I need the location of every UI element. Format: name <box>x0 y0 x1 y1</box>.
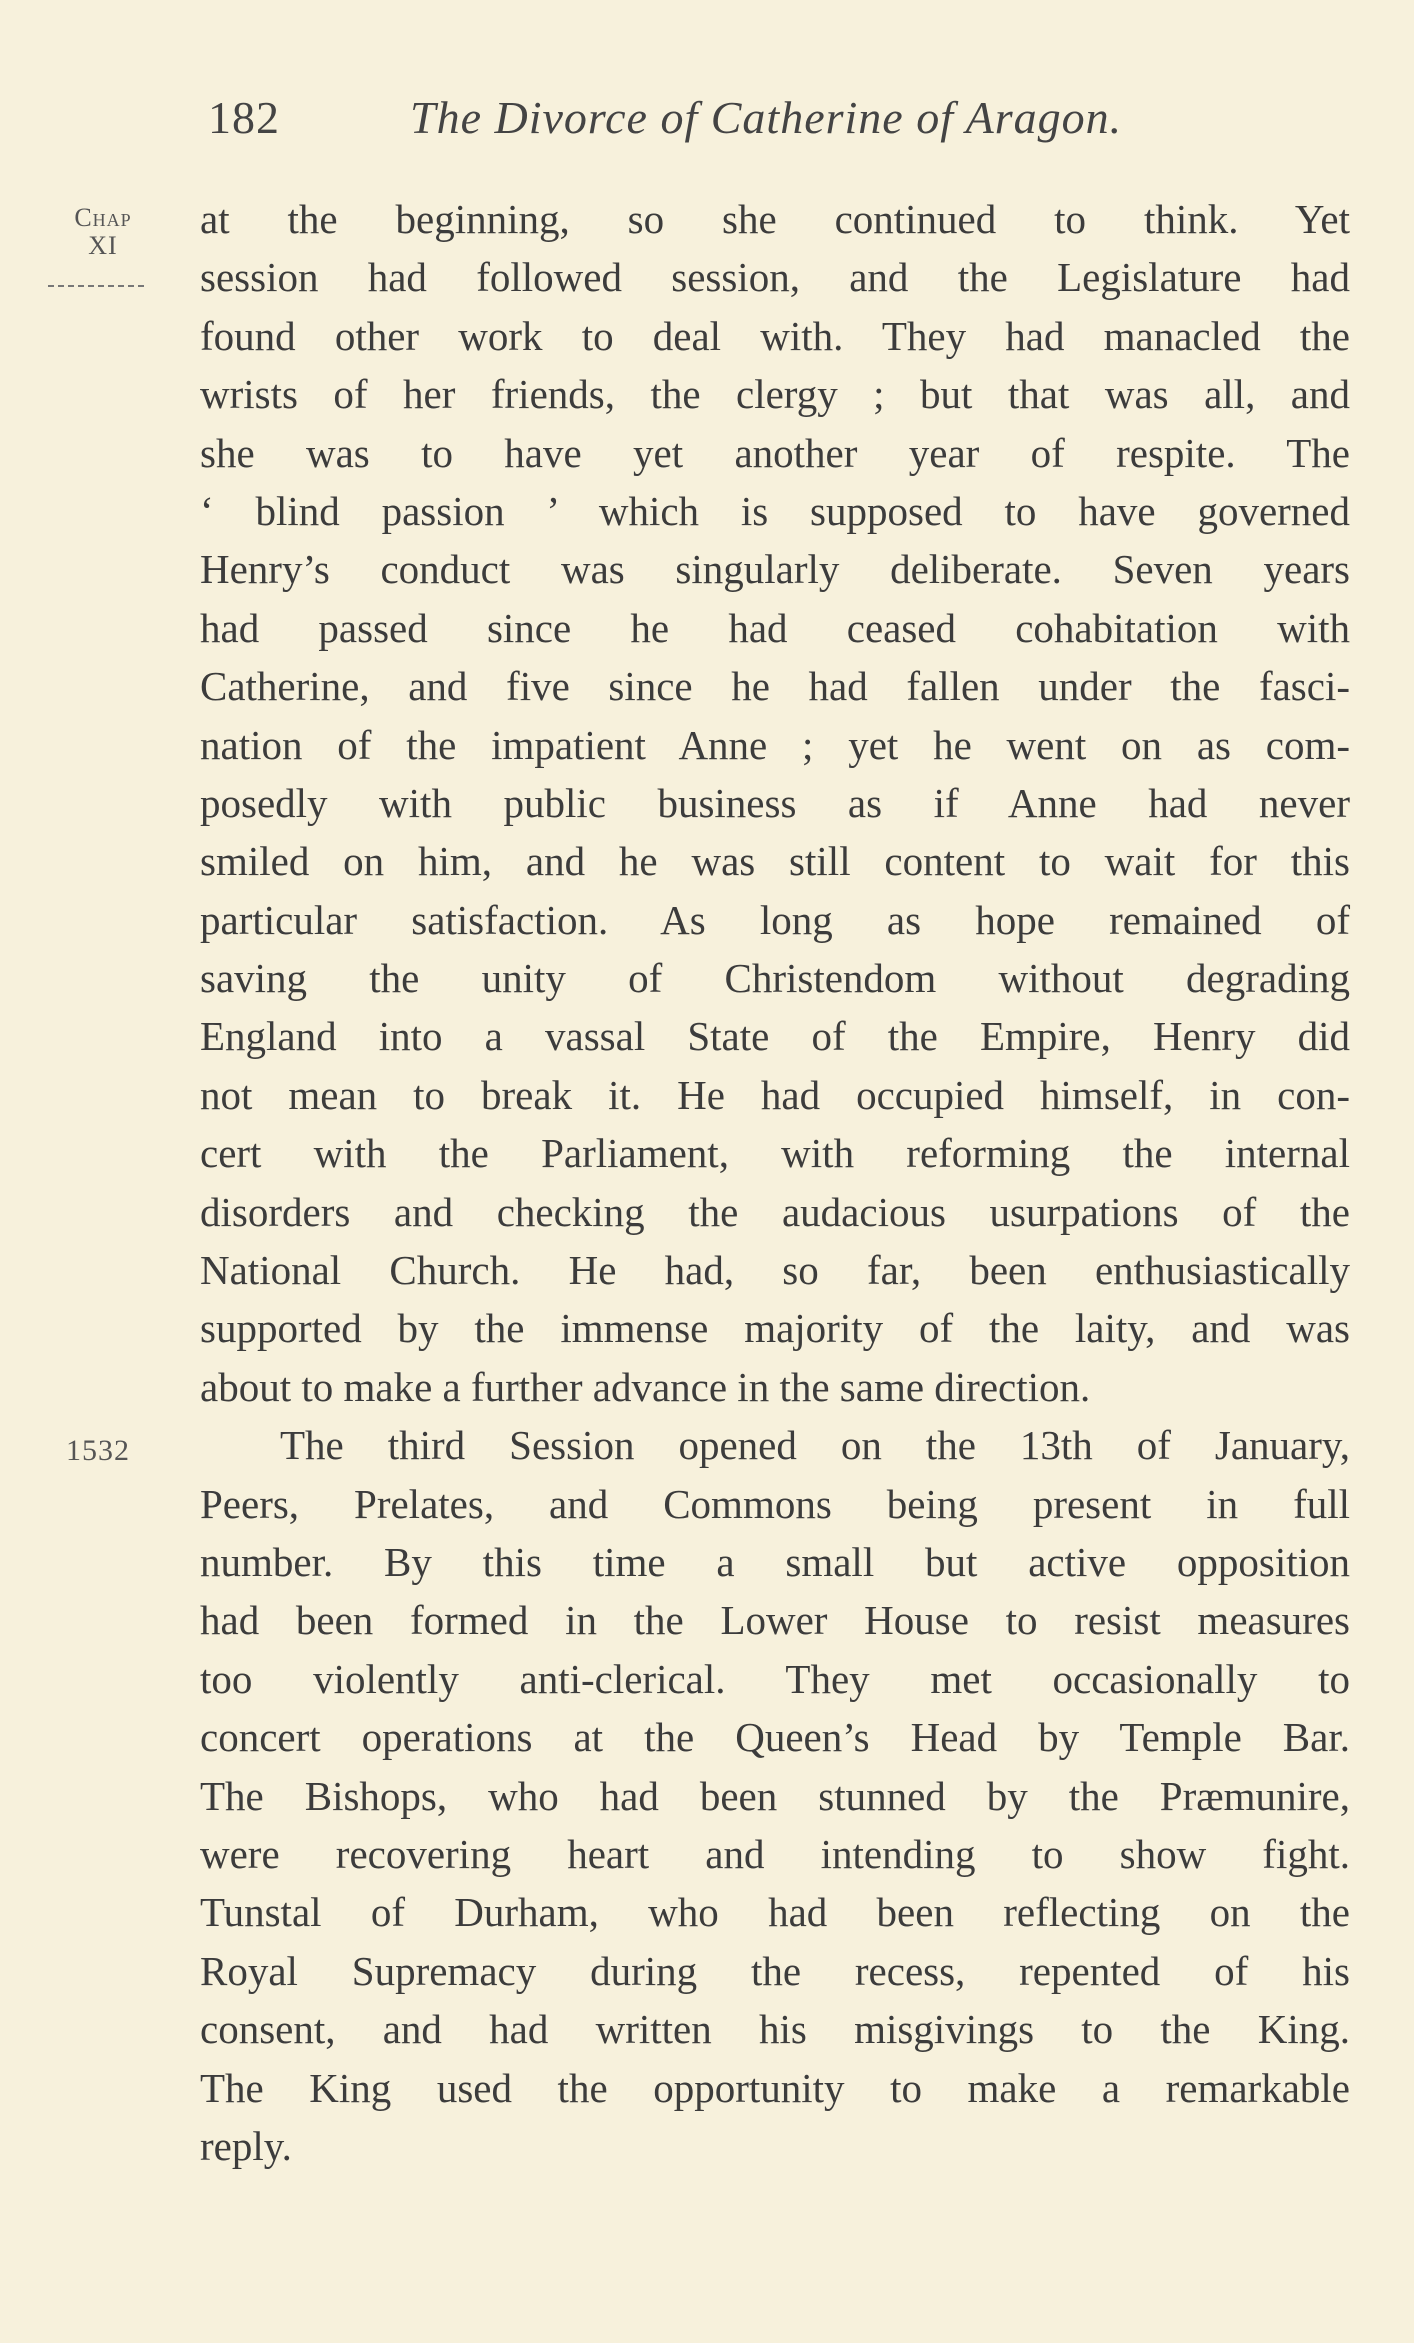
text-line: The Bishops, who had been stunned by the Præmunire, <box>200 1772 1350 1819</box>
text-line: session had followed session, and the Legislature had <box>200 254 1350 301</box>
page-number: 182 <box>208 92 280 143</box>
text-line: National Church. He had, so far, been enthusiastically <box>200 1247 1350 1294</box>
running-header <box>208 88 1178 148</box>
chapter-label: Chap <box>74 203 132 232</box>
running-title: The Divorce of Catherine of Aragon. <box>410 92 1123 143</box>
text-line: wrists of her friends, the clergy ; but that was all, and <box>200 371 1350 418</box>
text-line: Tunstal of Durham, who had been reflecting on the <box>200 1889 1350 1936</box>
text-line: nation of the impatient Anne ; yet he went on as com- <box>200 721 1350 768</box>
body-text <box>200 190 1350 2175</box>
text-line: about to make a further advance in the same direction. <box>200 1363 1091 1410</box>
year-margin-note: 1532 <box>66 1434 130 1467</box>
text-line: smiled on him, and he was still content to wait for this <box>200 838 1350 885</box>
text-line: reply. <box>200 2122 292 2169</box>
text-line: Henry’s conduct was singularly deliberate. Seven years <box>200 546 1350 593</box>
text-line: number. By this time a small but active opposition <box>200 1538 1350 1585</box>
text-line: had been formed in the Lower House to resist measures <box>200 1597 1350 1644</box>
text-line: she was to have yet another year of respite. The <box>200 429 1350 476</box>
text-line: had passed since he had ceased cohabitation with <box>200 604 1350 651</box>
text-line: disorders and checking the audacious usurpations of the <box>200 1188 1350 1235</box>
text-line: at the beginning, so she continued to think. Yet <box>200 196 1350 242</box>
text-line: cert with the Parliament, with reforming the internal <box>200 1130 1350 1177</box>
text-line: found other work to deal with. They had manacled the <box>200 312 1350 359</box>
text-line: consent, and had written his misgivings to the King. <box>200 2006 1350 2053</box>
chapter-rule <box>48 285 144 287</box>
text-line: particular satisfaction. As long as hope remained of <box>200 896 1350 943</box>
text-line: too violently anti-clerical. They met occasionally to <box>200 1655 1350 1702</box>
chapter-number: XI <box>88 231 118 260</box>
text-line: England into a vassal State of the Empire, Henry did <box>200 1013 1350 1060</box>
text-line: posedly with public business as if Anne had never <box>200 779 1350 826</box>
text-line: not mean to break it. He had occupied himself, in con- <box>200 1071 1350 1118</box>
text-line: Royal Supremacy during the recess, repented of his <box>200 1947 1350 1994</box>
text-line: were recovering heart and intending to show fight. <box>200 1830 1350 1877</box>
chapter-margin-note <box>58 204 148 260</box>
text-line: ‘ blind passion ’ which is supposed to have governed <box>200 487 1350 534</box>
text-line: The third Session opened on the 13th of January, <box>280 1422 1350 1469</box>
text-line: saving the unity of Christendom without degrading <box>200 955 1350 1002</box>
text-line: The King used the opportunity to make a remarkable <box>200 2064 1350 2111</box>
text-line: Peers, Prelates, and Commons being present in full <box>200 1480 1350 1527</box>
text-line: concert operations at the Queen’s Head by Temple Bar. <box>200 1714 1350 1761</box>
text-line: Catherine, and five since he had fallen under the fasci- <box>200 663 1350 710</box>
text-line: supported by the immense majority of the laity, and was <box>200 1305 1350 1352</box>
